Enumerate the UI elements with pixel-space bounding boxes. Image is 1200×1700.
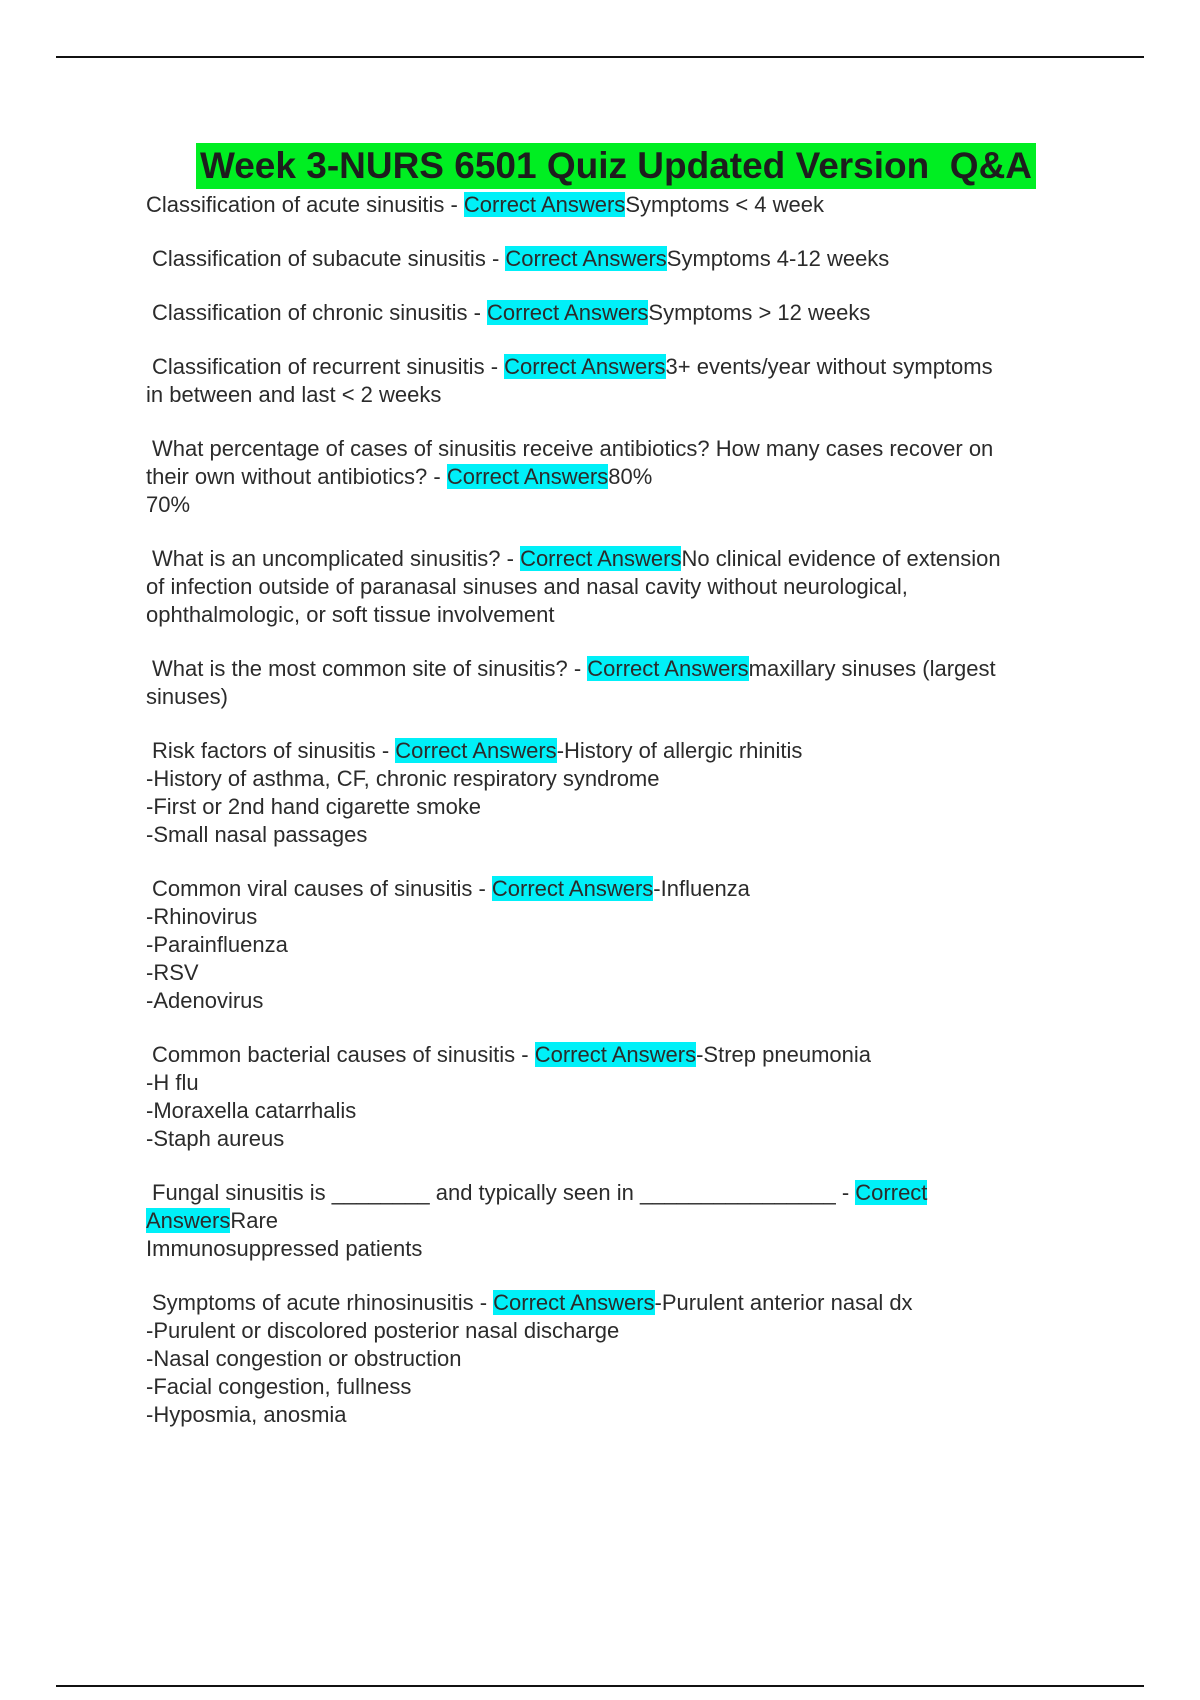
qa-item bbox=[146, 737, 1086, 849]
separator: - bbox=[473, 1290, 494, 1315]
qa-first-line bbox=[146, 737, 1086, 765]
correct-answers-label-part2: Answers bbox=[146, 1208, 231, 1233]
question-text: Risk factors of sinusitis bbox=[152, 738, 376, 763]
qa-item bbox=[146, 655, 1086, 711]
qa-first-line bbox=[146, 1289, 1086, 1317]
question-text: What is the most common site of sinusitis? bbox=[152, 656, 568, 681]
correct-answers-label: Correct Answers bbox=[504, 354, 666, 379]
answer-text: -Strep pneumonia bbox=[696, 1042, 871, 1067]
answer-line: -Moraxella catarrhalis bbox=[146, 1098, 357, 1123]
question-text: Classification of recurrent sinusitis bbox=[152, 354, 485, 379]
question-text: Classification of chronic sinusitis bbox=[152, 300, 468, 325]
correct-answers-label: Correct Answers bbox=[534, 1042, 697, 1067]
correct-answers-label: Correct Answers bbox=[487, 300, 649, 325]
answer-text: -Influenza bbox=[653, 876, 750, 901]
qa-item bbox=[146, 875, 1086, 1015]
qa-item bbox=[146, 435, 1086, 519]
separator: - bbox=[500, 546, 521, 571]
answer-line: in between and last < 2 weeks bbox=[146, 382, 442, 407]
qa-first-line bbox=[146, 353, 1086, 381]
qa-first-line bbox=[146, 545, 1086, 573]
correct-answers-label: Correct Answers bbox=[395, 738, 557, 763]
answer-line: 70% bbox=[146, 492, 191, 517]
correct-answers-label-part1: Correct bbox=[855, 1180, 928, 1205]
separator: - bbox=[375, 738, 396, 763]
qa-first-line bbox=[146, 1041, 1086, 1069]
question-text: Common bacterial causes of sinusitis bbox=[152, 1042, 516, 1067]
correct-answers-label: Correct Answers bbox=[520, 546, 682, 571]
qa-item bbox=[146, 245, 1086, 273]
correct-answers-label: Correct Answers bbox=[493, 1290, 655, 1315]
qa-first-line bbox=[146, 191, 1086, 219]
answer-line: -Facial congestion, fullness bbox=[146, 1374, 412, 1399]
separator: - bbox=[467, 300, 488, 325]
separator: - bbox=[835, 1180, 856, 1205]
correct-answers-label: Correct Answers bbox=[587, 656, 749, 681]
qa-item bbox=[146, 1289, 1086, 1429]
answer-text: 80% bbox=[608, 464, 653, 489]
page-title: Week 3-NURS 6501 Quiz Updated Version Q&A bbox=[196, 143, 1036, 189]
separator: - bbox=[427, 464, 447, 489]
separator: - bbox=[515, 1042, 535, 1067]
question-text: Classification of acute sinusitis bbox=[146, 192, 445, 217]
answer-text: Symptoms 4-12 weeks bbox=[666, 246, 890, 271]
answer-line: -Staph aureus bbox=[146, 1126, 285, 1151]
qa-first-line bbox=[146, 1179, 1086, 1207]
qa-first-line bbox=[146, 299, 1086, 327]
question-text: Common viral causes of sinusitis bbox=[152, 876, 473, 901]
answer-line: -Hyposmia, anosmia bbox=[146, 1402, 347, 1427]
answer-line: -First or 2nd hand cigarette smoke bbox=[146, 794, 482, 819]
question-text: Fungal sinusitis is ________ and typically seen in ________________ bbox=[152, 1180, 836, 1205]
answer-line: -History of asthma, CF, chronic respiratory syndrome bbox=[146, 766, 660, 791]
qa-item bbox=[146, 545, 1086, 629]
answer-line: of infection outside of paranasal sinuses and nasal cavity without neurological, bbox=[146, 574, 908, 599]
bottom-rule bbox=[56, 1685, 1144, 1687]
question-text: Symptoms of acute rhinosinusitis bbox=[152, 1290, 474, 1315]
qa-item bbox=[146, 353, 1086, 409]
question-text-cont: their own without antibiotics? bbox=[146, 464, 428, 489]
answer-line: sinuses) bbox=[146, 684, 228, 709]
question-text: What percentage of cases of sinusitis receive antibiotics? How many cases recover on bbox=[152, 436, 994, 461]
correct-answers-label: Correct Answers bbox=[505, 246, 667, 271]
qa-second-line bbox=[146, 463, 1086, 491]
correct-answers-label: Correct Answers bbox=[463, 192, 626, 217]
qa-item bbox=[146, 1041, 1086, 1153]
separator: - bbox=[567, 656, 588, 681]
qa-item bbox=[146, 299, 1086, 327]
answer-line: -Purulent or discolored posterior nasal discharge bbox=[146, 1318, 620, 1343]
top-rule bbox=[56, 56, 1144, 58]
qa-second-line bbox=[146, 1207, 1086, 1235]
question-text: What is an uncomplicated sinusitis? bbox=[152, 546, 501, 571]
answer-line: -Nasal congestion or obstruction bbox=[146, 1346, 462, 1371]
qa-first-line bbox=[146, 875, 1086, 903]
title-wrap bbox=[146, 143, 1086, 189]
qa-item bbox=[146, 1179, 1086, 1263]
separator: - bbox=[472, 876, 492, 901]
answer-text: maxillary sinuses (largest bbox=[748, 656, 996, 681]
qa-item bbox=[146, 191, 1086, 219]
answer-text: 3+ events/year without symptoms bbox=[665, 354, 993, 379]
correct-answers-label: Correct Answers bbox=[491, 876, 654, 901]
answer-text: -History of allergic rhinitis bbox=[556, 738, 803, 763]
answer-line: -Small nasal passages bbox=[146, 822, 368, 847]
document-body bbox=[146, 143, 1086, 1455]
answer-text: -Purulent anterior nasal dx bbox=[654, 1290, 913, 1315]
answer-text: Rare bbox=[230, 1208, 279, 1233]
separator: - bbox=[444, 192, 464, 217]
answer-line: -RSV bbox=[146, 960, 199, 985]
answer-line: Immunosuppressed patients bbox=[146, 1236, 423, 1261]
answer-line: -Adenovirus bbox=[146, 988, 264, 1013]
answer-line: -H flu bbox=[146, 1070, 199, 1095]
question-text: Classification of subacute sinusitis bbox=[152, 246, 486, 271]
separator: - bbox=[485, 246, 506, 271]
answer-line: -Parainfluenza bbox=[146, 932, 288, 957]
separator: - bbox=[484, 354, 505, 379]
qa-first-line bbox=[146, 245, 1086, 273]
answer-text: No clinical evidence of extension bbox=[681, 546, 1001, 571]
answer-text: Symptoms < 4 week bbox=[625, 192, 824, 217]
correct-answers-label: Correct Answers bbox=[446, 464, 609, 489]
answer-line: ophthalmologic, or soft tissue involvement bbox=[146, 602, 555, 627]
answer-text: Symptoms > 12 weeks bbox=[648, 300, 871, 325]
answer-line: -Rhinovirus bbox=[146, 904, 258, 929]
qa-first-line bbox=[146, 655, 1086, 683]
